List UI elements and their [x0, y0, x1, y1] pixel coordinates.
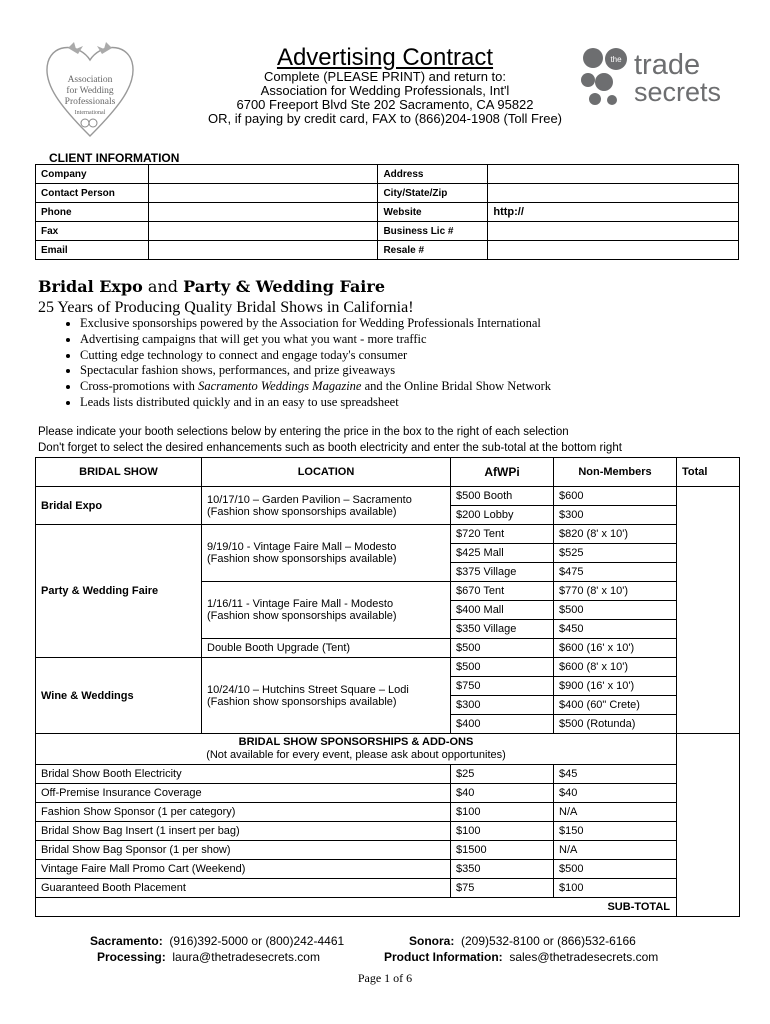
show-bridal-expo: Bridal Expo: [36, 487, 202, 525]
table-row: [36, 860, 740, 879]
afwpi-price: $75: [451, 879, 554, 898]
addon-label: Vintage Faire Mall Promo Cart (Weekend): [36, 860, 451, 879]
sponsorship-title: BRIDAL SHOW SPONSORSHIPS & ADD-ONS: [238, 736, 474, 748]
addon-label: Fashion Show Sponsor (1 per category): [36, 803, 451, 822]
association-address: 6700 Freeport Blvd Ste 202 Sacramento, CA 95822: [236, 97, 534, 112]
contact-person-label: Contact Person: [36, 184, 149, 203]
contact-person-field[interactable]: [148, 184, 378, 203]
double-booth-upgrade: Double Booth Upgrade (Tent): [202, 639, 451, 658]
client-info-table: [35, 164, 739, 260]
addon-label: Guaranteed Booth Placement: [36, 879, 451, 898]
afwpi-price: $500: [451, 639, 554, 658]
promo-heading: [38, 277, 385, 296]
location-note: (Fashion show sponsorships available): [207, 553, 397, 565]
table-row: [36, 803, 740, 822]
location-modesto-sept: [202, 525, 451, 582]
non-member-price: $600 (16' x 10'): [554, 639, 677, 658]
non-member-price: $900 (16' x 10'): [554, 677, 677, 696]
afwpi-price: $400 Mall: [451, 601, 554, 620]
non-member-price: $770 (8' x 10'): [554, 582, 677, 601]
client-info-heading: CLIENT INFORMATION: [49, 151, 180, 165]
non-member-price: $475: [554, 563, 677, 582]
business-lic-field[interactable]: [488, 222, 739, 241]
subtotal-row: [36, 898, 740, 917]
logo-secrets: secrets: [634, 77, 722, 107]
col-non-members: Non-Members: [554, 458, 677, 487]
client-row-contact: [36, 184, 739, 203]
company-label: Company: [36, 165, 149, 184]
sonora-contact: [409, 934, 636, 948]
client-row-email: [36, 241, 739, 260]
page-number: Page 1 of 6: [357, 971, 413, 985]
seal-line-4: International: [74, 110, 106, 116]
sonora-phone: (209)532-8100 or (866)532-6166: [461, 934, 636, 948]
return-instruction: Complete (PLEASE PRINT) and return to:: [263, 69, 507, 84]
table-row: [36, 879, 740, 898]
non-member-price: $45: [554, 765, 677, 784]
location-note: (Fashion show sponsorships available): [207, 695, 397, 708]
location-line: 10/17/10 – Garden Pavilion – Sacramento: [207, 493, 412, 506]
email-field[interactable]: [148, 241, 378, 260]
sonora-label: Sonora:: [409, 934, 455, 948]
addon-label: Off-Premise Insurance Coverage: [36, 784, 451, 803]
col-bridal-show: BRIDAL SHOW: [36, 458, 202, 487]
afwpi-price: $425 Mall: [451, 544, 554, 563]
address-label: Address: [378, 165, 488, 184]
processing-email[interactable]: laura@thetradesecrets.com: [172, 950, 320, 964]
seal-line-2: for Wedding: [66, 86, 114, 96]
seal-line-1: Association: [67, 75, 113, 85]
processing-contact: [97, 950, 320, 964]
sponsorship-heading-row: [36, 734, 740, 765]
non-member-price: $820 (8' x 10'): [554, 525, 677, 544]
afwpi-price: $400: [451, 715, 554, 734]
client-row-phone: [36, 203, 739, 222]
afwpi-price: $750: [451, 677, 554, 696]
non-member-price: $600: [554, 487, 677, 506]
fax-field[interactable]: [148, 222, 378, 241]
logo-the: the: [610, 55, 622, 64]
table-row: [36, 841, 740, 860]
afwpi-price: $100: [451, 822, 554, 841]
afwpi-price: $25: [451, 765, 554, 784]
sponsorship-note: (Not available for every event, please ask about opportunites): [206, 749, 506, 761]
fax-label: Fax: [36, 222, 149, 241]
afwpi-price: $350: [451, 860, 554, 879]
promo-heading-faire: Party & Wedding Faire: [183, 277, 385, 296]
address-field[interactable]: [488, 165, 739, 184]
resale-field[interactable]: [488, 241, 739, 260]
non-member-price: $525: [554, 544, 677, 563]
addon-label: Bridal Show Booth Electricity: [36, 765, 451, 784]
bullet5-tail: and the Online Bridal Show Network: [361, 379, 552, 394]
bullet5-magazine: Sacramento Weddings Magazine: [198, 379, 362, 394]
afwpi-price: $300: [451, 696, 554, 715]
table-row: [36, 765, 740, 784]
website-label: Website: [378, 203, 488, 222]
addons-total-cell[interactable]: [677, 734, 740, 917]
afwpi-price: $720 Tent: [451, 525, 554, 544]
phone-field[interactable]: [148, 203, 378, 222]
location-line: 9/19/10 - Vintage Faire Mall – Modesto: [207, 541, 397, 553]
afwpi-price: $200 Lobby: [451, 506, 554, 525]
location-bridal-expo: [202, 487, 451, 525]
product-info-label: Product Information:: [384, 950, 503, 964]
logo-trade: trade: [634, 49, 701, 81]
association-name: Association for Wedding Professionals, Int'l: [260, 83, 510, 98]
afwpi-price: $375 Village: [451, 563, 554, 582]
list-item: • Exclusive sponsorships powered by the Association for Wedding Professionals International: [80, 316, 551, 332]
show-party-wedding-faire: Party & Wedding Faire: [36, 525, 202, 658]
page-title: Advertising Contract: [276, 44, 494, 71]
promo-bullet-list: [62, 316, 551, 411]
table-row: [36, 487, 740, 506]
city-state-zip-field[interactable]: [488, 184, 739, 203]
resale-label: Resale #: [378, 241, 488, 260]
non-member-price: N/A: [554, 841, 677, 860]
pricing-table: [35, 457, 740, 917]
show-wine-weddings: Wine & Weddings: [36, 658, 202, 734]
table-row: [36, 784, 740, 803]
sacramento-contact: [90, 934, 344, 948]
fax-instruction: OR, if paying by credit card, FAX to (866)204-1908 (Toll Free): [207, 111, 563, 126]
company-field[interactable]: [148, 165, 378, 184]
list-item: [80, 379, 551, 395]
col-location: LOCATION: [202, 458, 451, 487]
location-note: (Fashion show sponsorships available): [207, 505, 397, 518]
location-note: (Fashion show sponsorships available): [207, 610, 397, 622]
list-item: • Spectacular fashion shows, performances, and prize giveaways: [80, 363, 551, 379]
afwpi-price: $350 Village: [451, 620, 554, 639]
table-row: [36, 822, 740, 841]
product-info-contact: [384, 950, 658, 964]
total-cell[interactable]: [677, 487, 740, 734]
afwpi-price: $1500: [451, 841, 554, 860]
non-member-price: $600 (8' x 10'): [554, 658, 677, 677]
bullet5-lead: Cross-promotions with: [80, 379, 199, 394]
afwpi-price: $100: [451, 803, 554, 822]
location-lodi: [202, 658, 451, 734]
promo-heading-expo: Bridal Expo: [38, 277, 143, 296]
seal-line-3: Professionals: [64, 97, 116, 107]
location-line: 1/16/11 - Vintage Faire Mall - Modesto: [207, 598, 394, 610]
location-modesto-jan: [202, 582, 451, 639]
col-total: Total: [677, 458, 740, 487]
location-line: 10/24/10 – Hutchins Street Square – Lodi: [207, 683, 409, 696]
addon-label: Bridal Show Bag Insert (1 insert per bag): [36, 822, 451, 841]
col-afwpi: AfWPi: [451, 458, 554, 487]
client-row-company: [36, 165, 739, 184]
enhancement-instruction: Don't forget to select the desired enhancements such as booth electricity and enter the sub-total at the bottom right: [38, 442, 622, 454]
website-field[interactable]: http://: [488, 203, 739, 222]
processing-label: Processing:: [97, 950, 166, 964]
non-member-price: $40: [554, 784, 677, 803]
promo-subheading: 25 Years of Producing Quality Bridal Shows in California!: [38, 299, 414, 316]
non-member-price: $500 (Rotunda): [554, 715, 677, 734]
list-item: • Cutting edge technology to connect and engage today's consumer: [80, 348, 551, 364]
table-row: [36, 525, 740, 544]
table-header-row: [36, 458, 740, 487]
afwpi-price: $40: [451, 784, 554, 803]
promo-heading-and: and: [142, 277, 184, 296]
sponsorship-heading: [36, 734, 677, 765]
non-member-price: $300: [554, 506, 677, 525]
city-state-zip-label: City/State/Zip: [378, 184, 488, 203]
list-item: • Leads lists distributed quickly and in an easy to use spreadsheet: [80, 395, 551, 411]
non-member-price: $500: [554, 860, 677, 879]
product-info-email[interactable]: sales@thetradesecrets.com: [509, 950, 659, 964]
phone-label: Phone: [36, 203, 149, 222]
afwpi-price: $500: [451, 658, 554, 677]
non-member-price: $100: [554, 879, 677, 898]
non-member-price: $450: [554, 620, 677, 639]
selection-instruction: Please indicate your booth selections below by entering the price in the box to the right of each selection: [38, 426, 569, 438]
sacramento-phone: (916)392-5000 or (800)242-4461: [169, 934, 345, 948]
subtotal-label: SUB-TOTAL: [36, 898, 677, 917]
list-item: • Advertising campaigns that will get you what you want - more traffic: [80, 332, 551, 348]
afwpi-price: $670 Tent: [451, 582, 554, 601]
email-label: Email: [36, 241, 149, 260]
non-member-price: N/A: [554, 803, 677, 822]
non-member-price: $150: [554, 822, 677, 841]
sacramento-label: Sacramento:: [90, 934, 163, 948]
non-member-price: $500: [554, 601, 677, 620]
non-member-price: $400 (60" Crete): [554, 696, 677, 715]
table-row: [36, 658, 740, 677]
business-lic-label: Business Lic #: [378, 222, 488, 241]
afwpi-price: $500 Booth: [451, 487, 554, 506]
client-row-fax: [36, 222, 739, 241]
addon-label: Bridal Show Bag Sponsor (1 per show): [36, 841, 451, 860]
